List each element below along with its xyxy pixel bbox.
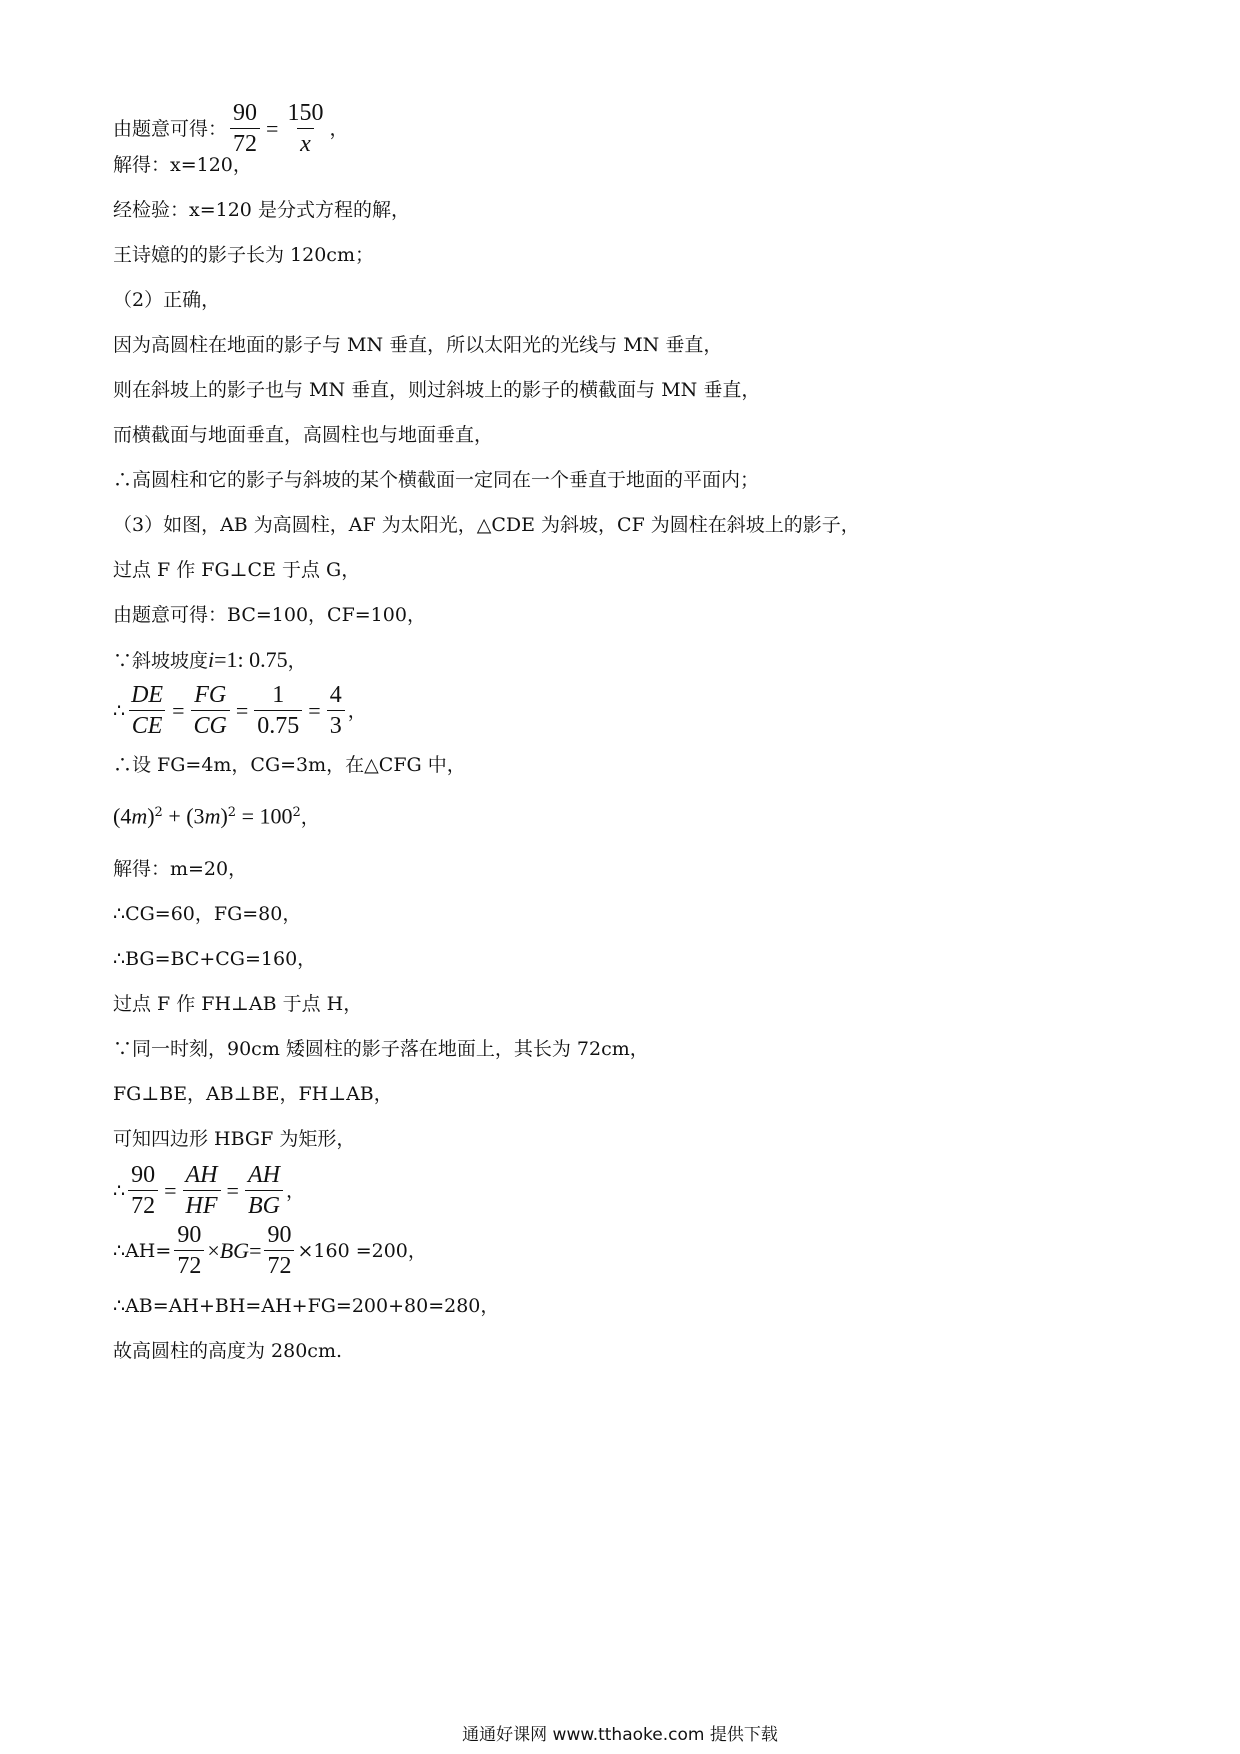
line-6: 因为高圆柱在地面的影子与 MN 垂直，所以太阳光的光线与 MN 垂直， xyxy=(113,334,723,356)
line-23: 可知四边形 HBGF 为矩形， xyxy=(113,1128,356,1150)
fraction: $\frac{4}{3}$ xyxy=(327,680,345,741)
line-15: ∴设 FG=4m，CG=3m，在△CFG 中， xyxy=(113,754,466,776)
line-12: 由题意可得：BC=100，CF=100， xyxy=(113,604,426,626)
fraction: $\frac{90}{72}$ xyxy=(128,1160,158,1221)
line-27: 故高圆柱的高度为 280cm. xyxy=(113,1340,343,1362)
line-25: ∴AH= $\frac{90}{72}$ × BG = $\frac{90}{72}$ ×160 =200， xyxy=(113,1222,427,1279)
line-10: （3）如图，AB 为高圆柱，AF 为太阳光，△CDE 为斜坡，CF 为圆柱在斜坡上的影子， xyxy=(113,514,860,536)
line-1: 由题意可得： $\frac{90}{72}$ = $\frac{150}{x}$ ， xyxy=(113,100,349,157)
line-3: 经检验：x=120 是分式方程的解， xyxy=(113,199,410,221)
line-2: 解得：x=120， xyxy=(113,154,252,176)
line-14: ∴ $\frac{DE}{CE}$ = $\frac{FG}{CG}$ = $\frac{1}{0.75}$ = $\frac{4}{3}$ ， xyxy=(113,682,367,739)
fraction: $\frac{90}{72}$ xyxy=(230,98,260,159)
fraction: $\frac{AH}{HF}$ xyxy=(183,1160,221,1221)
line-18: ∴CG=60，FG=80， xyxy=(113,903,302,925)
line-16: $(4m)^2 + (3m)^2 = 100^2$， xyxy=(113,803,320,829)
line-13: ∵斜坡坡度i=1: 0.75， xyxy=(113,647,307,672)
fraction: $\frac{FG}{CG}$ xyxy=(191,680,230,741)
line-4: 王诗嬑的的影子长为 120cm； xyxy=(113,244,374,266)
fraction: $\frac{AH}{BG}$ xyxy=(245,1160,283,1221)
line-20: 过点 F 作 FH⊥AB 于点 H， xyxy=(113,993,363,1015)
line-9: ∴高圆柱和它的影子与斜坡的某个横截面一定同在一个垂直于地面的平面内； xyxy=(113,469,760,491)
fraction: $\frac{DE}{CE}$ xyxy=(128,680,166,741)
line-19: ∴BG=BC+CG=160， xyxy=(113,948,317,970)
line-17: 解得：m=20， xyxy=(113,858,248,880)
fraction: $\frac{150}{x}$ xyxy=(287,100,324,157)
line-7: 则在斜坡上的影子也与 MN 垂直，则过斜坡上的影子的横截面与 MN 垂直， xyxy=(113,379,761,401)
line-26: ∴AB=AH+BH=AH+FG=200+80=280， xyxy=(113,1295,500,1317)
fraction: $\frac{90}{72}$ xyxy=(174,1220,204,1281)
line-21: ∵同一时刻，90cm 矮圆柱的影子落在地面上，其长为 72cm， xyxy=(113,1038,649,1060)
line-11: 过点 F 作 FG⊥CE 于点 G， xyxy=(113,559,361,581)
line-5: （2）正确， xyxy=(113,289,221,311)
line-8: 而横截面与地面垂直，高圆柱也与地面垂直， xyxy=(113,424,494,446)
fraction: $\frac{1}{0.75}$ xyxy=(254,680,302,741)
line-24: ∴ $\frac{90}{72}$ = $\frac{AH}{HF}$ = $\frac{AH}{BG}$ ， xyxy=(113,1162,305,1219)
fraction: $\frac{90}{72}$ xyxy=(264,1220,294,1281)
line-22: FG⊥BE，AB⊥BE，FH⊥AB， xyxy=(113,1083,393,1105)
page-footer: 通通好课网 www.tthaoke.com 提供下载 xyxy=(462,1725,778,1745)
